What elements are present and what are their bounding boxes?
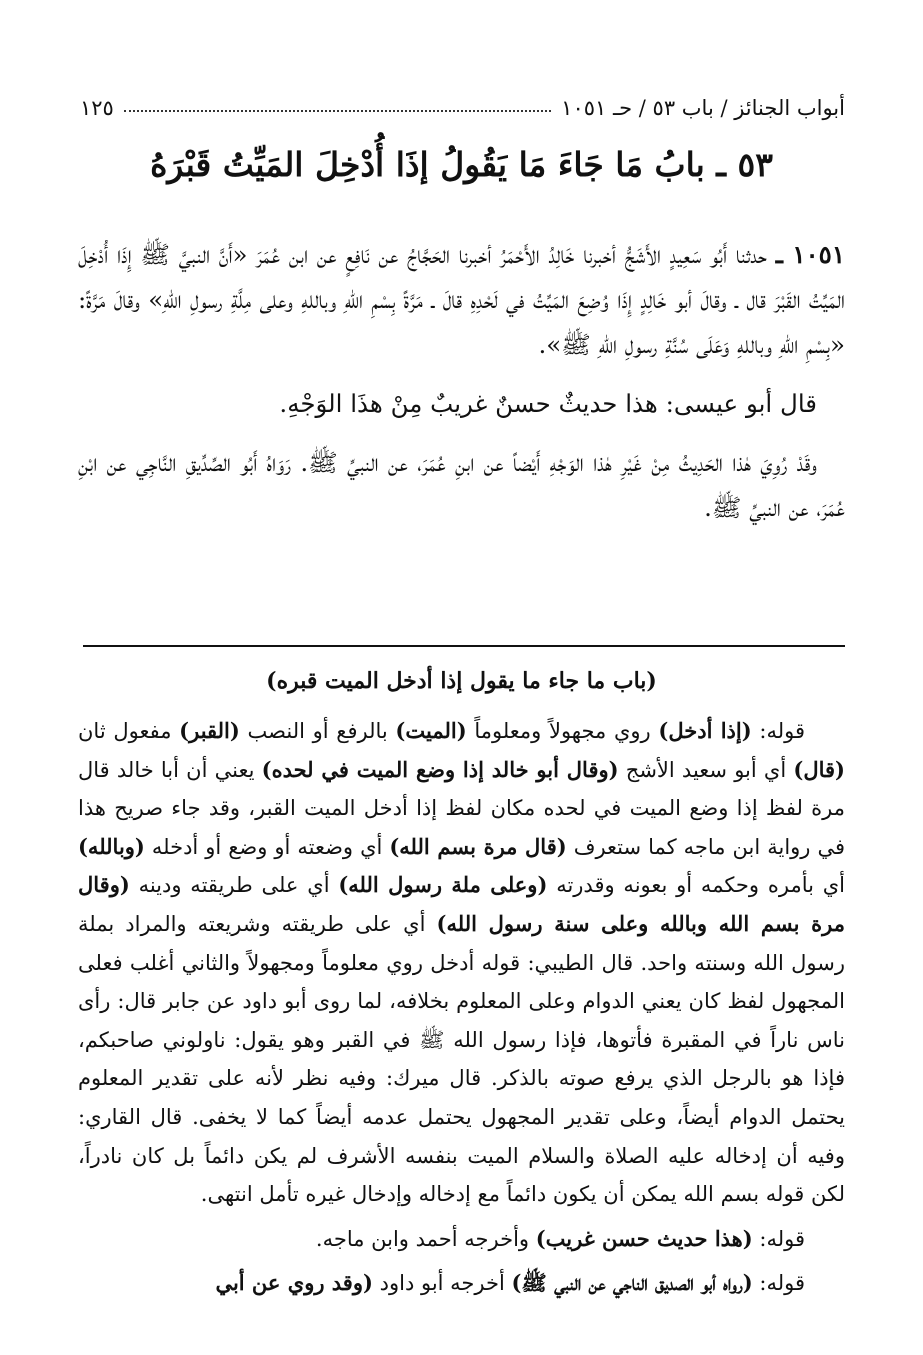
quoted-phrase: (وقد روي عن أبي [215,1270,373,1296]
page-number: ١٢٥ [80,96,114,120]
commentary-text: أي وضعته أو وضع أو أدخله [144,834,390,859]
commentary-paragraph-2 [78,1220,845,1259]
commentary-title: (باب ما جاء ما يقول إذا أدخل الميت قبره) [266,668,657,694]
quoted-phrase: (هذا حديث حسن غريب) [535,1225,753,1251]
quoted-phrase: (وبالله) [78,833,145,859]
page-header [80,86,845,120]
hadith-text-paragraph [78,232,845,367]
commentary-text: بالرفع أو النصب [239,719,396,743]
commentary-text: أي بأمره وحكمه أو بعونه وقدرته [547,873,846,898]
quoted-phrase: (الميت) [395,718,467,743]
quoted-phrase: (وعلى ملة رسول الله) [338,872,548,898]
quoted-phrase: (إذا أدخل) [658,718,752,743]
quoted-phrase: (القبر) [179,718,240,743]
author-comment: قال أبو عيسى: هذا حديثٌ حسنٌ غريبٌ مِنْ هذَا الوَجْهِ. [279,389,817,418]
commentary-text: قوله: [752,1226,805,1251]
commentary-text: أي أبو سعيد الأشج [618,757,794,782]
quoted-phrase: (قال مرة بسم الله) [389,833,567,859]
hadith-block [78,232,845,530]
chapter-title: ٥٣ ـ بابُ مَا جَاءَ مَا يَقُولُ إذَا أُدْخِلَ المَيِّتُ قَبْرَهُ [150,145,773,184]
commentary-paragraph-3 [78,1264,845,1303]
commentary-text: أخرجه أبو داود [372,1271,512,1296]
hadith-text: حدثنا أَبُو سَعِيدٍ الأَشَجُّ أخبرنا خَالِدُ الأَحْمَرُ أخبرنا الحَجَّاجُ عن نَافِعٍ عن ابن عُمَرَ «أَنَّ النبيَّ ﷺ إِذَا أُدْخِلَ المَيِّتُ القَبْرَ قال ـ وقالَ أبو خَالِدٍ إِذَا وُضِعَ المَيِّتُ في لَحْدِهِ قالَ ـ مَرَّةً بِسْمِ اللهِ وباللهِ وعلى مِلَّةِ رسولِ اللهِ» وقالَ مَرَّةً: «بِسْمِ اللهِ وباللهِ وَعَلَى سُنَّةِ رسولِ اللهِ ﷺ». [78,240,845,359]
footnote-divider [83,645,845,647]
running-title: أبواب الجنائز / باب ٥٣ / حـ ١٠٥١ [561,96,845,120]
commentary-text: وأخرجه أحمد وابن ماجه. [315,1226,536,1251]
hadith-number: ١٠٥١ ـ [775,240,845,269]
commentary-text: مفعول ثان [78,719,180,743]
commentary-text: قوله: [752,1271,805,1296]
quoted-phrase: (وقال مرة بسم الله وبالله وعلى سنة رسول الله) [78,872,845,936]
commentary-text: أي على طريقته وشريعته والمراد بملة رسول الله وسنته واحد. قال الطيبي: قوله أدخل روي معلوماً ومجهولاً والثاني أغلب فعلى المجهول لفظ كان يعني الدوام وعلى المعلوم بخلافه، لما روى أبو داود عن جابر قال: رأى ناس ناراً في المقبرة فأتوها، فإذا رسول الله ﷺ في القبر وهو يقول: ناولوني صاحبكم، فإذا هو بالرجل الذي يرفع صوته بالذكر. قال ميرك: وفيه نظر لأنه على تقدير المعلوم يحتمل الدوام أيضاً، وعلى تقدير المجهول يحتمل عدمه أيضاً كما لا يخفى. قال القاري: وفيه أن إدخاله عليه الصلاة والسلام الميت بنفسه الأشرف لم يكن دائماً بل كان نادراً، لكن قوله بسم الله يمكن أن يكون دائماً مع إدخاله وإدخال غيره تأمل انتهى. [78,911,845,1207]
commentary-block [78,712,845,1303]
commentary-text: يعني أن أبا خالد قال مرة لفظ إذا وضع الميت في لحده مكان لفظ إذا أدخل الميت القبر، وقد جاء صريح هذا في رواية ابن ماجه كما ستعرف [78,757,845,859]
quoted-phrase: (وقال أبو خالد إذا وضع الميت في لحده) [261,756,619,782]
narration-note: وقَدْ رُوِيَ هٰذا الحَدِيثُ مِنْ غَيْرِ هٰذا الوَجْهِ أَيْضاً عن ابنِ عُمَرَ، عن النبيِّ ﷺ. رَوَاهُ أَبُو الصِّدِّيقِ النَّاجِي عن ابْنِ عُمَرَ، عن النبيِّ ﷺ. [78,448,845,522]
commentary-text: أي على طريقته ودينه [129,873,339,898]
commentary-text: قوله: [751,719,805,743]
commentary-paragraph-1 [78,712,845,1214]
quoted-phrase: (قال) [793,756,845,782]
leader-dots [124,110,551,112]
commentary-text: روي مجهولاً ومعلوماً [466,719,659,743]
quoted-phrase: (رواه أبو الصديق الناجي عن النبي ﷺ) [511,1270,753,1296]
